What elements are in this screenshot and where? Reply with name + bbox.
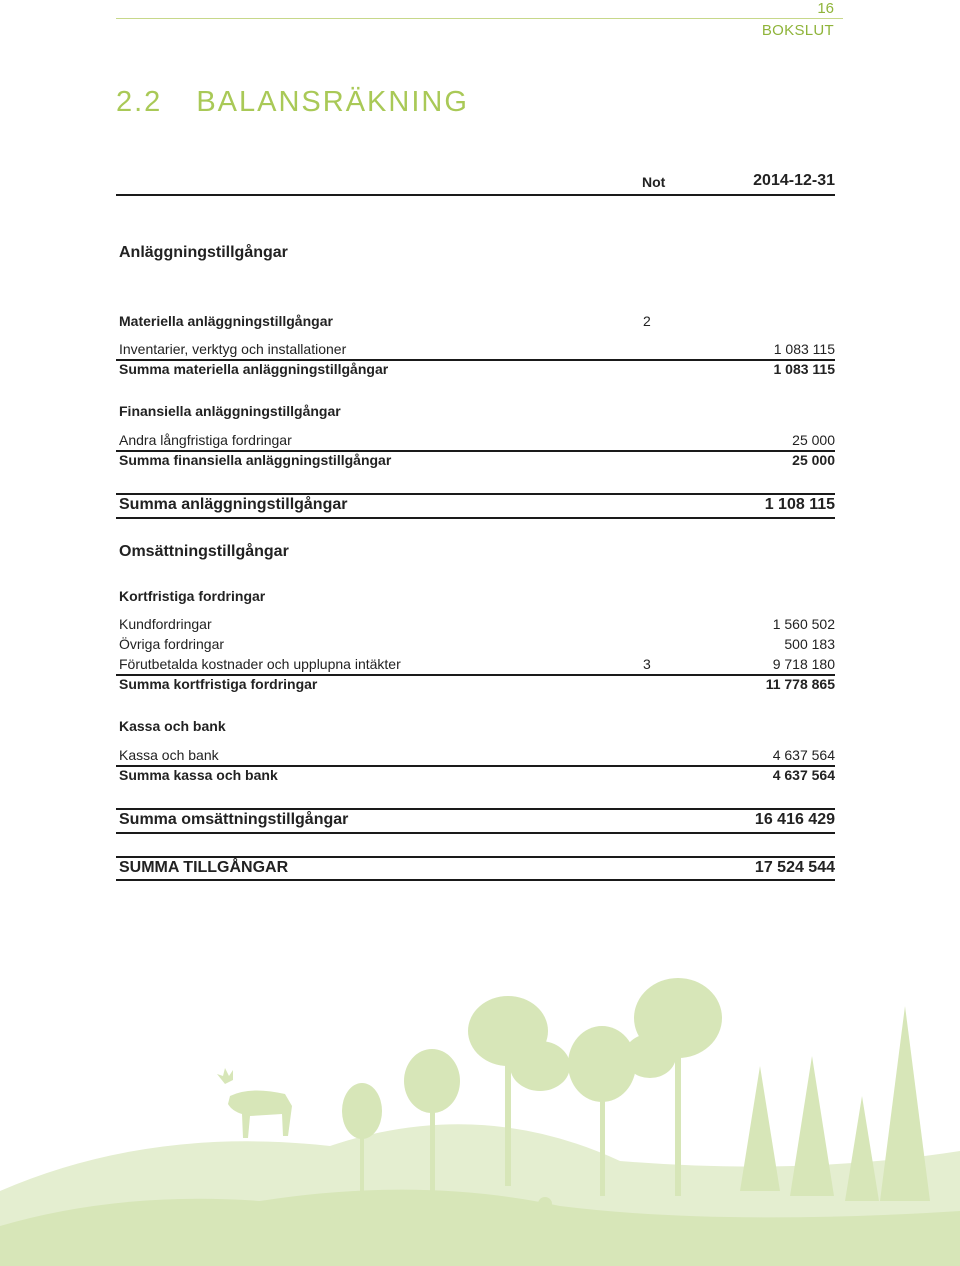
table-row (119, 747, 835, 767)
total-divider-top (116, 493, 835, 495)
page-title (116, 86, 469, 119)
page-number: 16 (817, 0, 834, 17)
subtotal-row (119, 676, 835, 696)
row-label: Summa anläggningstillgångar (119, 496, 348, 513)
total-row (119, 811, 835, 831)
subsection-heading (119, 313, 835, 333)
row-value: 9 718 180 (772, 656, 835, 672)
anl-heading: Anläggningstillgångar (119, 244, 288, 261)
row-label: Kassa och bank (119, 747, 219, 763)
section-label: BOKSLUT (761, 22, 834, 39)
row-label: Övriga fordringar (119, 636, 225, 652)
grand-total-divider-top (116, 856, 835, 858)
total-divider-bottom (116, 517, 835, 519)
row-value: 17 524 544 (754, 859, 835, 876)
row-label: Summa omsättningstillgångar (119, 811, 349, 828)
subsection-heading (119, 718, 835, 738)
total-divider-bottom (116, 832, 835, 834)
table-row (119, 341, 835, 361)
row-value: 25 000 (792, 452, 835, 468)
subsection-heading (119, 403, 835, 423)
subtotal-row (119, 361, 835, 381)
row-label: Summa materiella anläggningstillgångar (119, 361, 389, 377)
subsection-heading (119, 588, 835, 608)
mat-heading: Materiella anläggningstillgångar (119, 313, 333, 329)
date-column-header: 2014-12-31 (753, 172, 835, 189)
table-row (119, 636, 835, 656)
kort-heading: Kortfristiga fordringar (119, 588, 266, 604)
row-label: Summa finansiella anläggningstillgångar (119, 452, 392, 468)
kassa-heading: Kassa och bank (119, 718, 226, 734)
row-value: 11 778 865 (765, 676, 835, 692)
row-label: Kundfordringar (119, 616, 212, 632)
total-row (119, 496, 835, 516)
row-note: 3 (643, 656, 651, 672)
row-value: 25 000 (792, 432, 835, 448)
subtotal-row (119, 452, 835, 472)
row-label: Förutbetalda kostnader och upplupna intäkter (119, 656, 401, 672)
oms-heading: Omsättningstillgångar (119, 543, 289, 560)
row-label: Andra långfristiga fordringar (119, 432, 292, 448)
row-value: 4 637 564 (772, 767, 835, 783)
section-heading (119, 543, 835, 563)
title-text: BALANSRÄKNING (196, 86, 469, 118)
table-row (119, 432, 835, 452)
subtotal-row (119, 767, 835, 787)
row-value: 1 083 115 (773, 341, 835, 357)
table-row (119, 616, 835, 636)
row-value: 4 637 564 (772, 747, 835, 763)
row-label: SUMMA TILLGÅNGAR (119, 859, 289, 876)
row-label: Summa kortfristiga fordringar (119, 676, 318, 692)
row-value: 1 108 115 (764, 496, 835, 513)
fin-heading: Finansiella anläggningstillgångar (119, 403, 341, 419)
row-value: 16 416 429 (754, 811, 835, 828)
row-value: 1 083 115 (773, 361, 835, 377)
mat-note: 2 (643, 313, 651, 329)
grand-total-divider-bottom (116, 879, 835, 881)
column-header-row (119, 174, 835, 194)
row-label: Summa kassa och bank (119, 767, 278, 783)
row-value: 500 183 (784, 636, 835, 652)
header-divider (116, 194, 835, 196)
landscape-illustration (0, 976, 960, 1266)
title-number: 2.2 (116, 86, 163, 118)
note-column-header: Not (642, 174, 666, 190)
table-row (119, 656, 835, 676)
total-divider-top (116, 808, 835, 810)
row-label: Inventarier, verktyg och installationer (119, 341, 347, 357)
row-value: 1 560 502 (772, 616, 835, 632)
section-heading (119, 244, 835, 264)
header-rule (116, 18, 843, 19)
grand-total-row (119, 859, 835, 879)
